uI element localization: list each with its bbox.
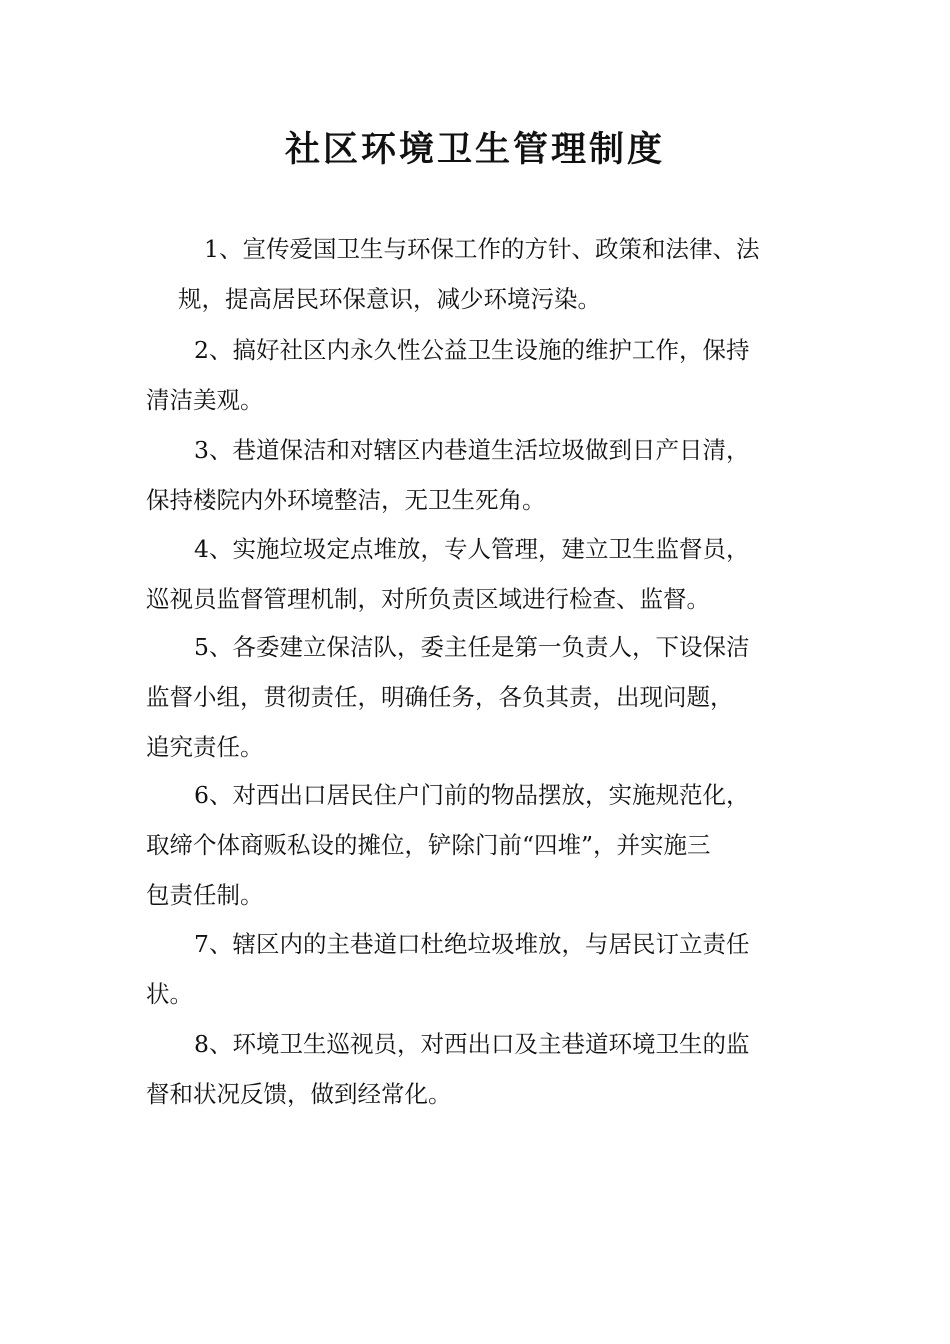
rule-item-7 xyxy=(146,919,816,1019)
rule-item-6 xyxy=(146,770,816,920)
rule-item-1 xyxy=(146,224,816,324)
rule-line: 6、对西出口居民住户门前的物品摆放，实施规范化， xyxy=(194,781,750,809)
rule-line: 2、搞好社区内永久性公益卫生设施的维护工作，保持 xyxy=(194,336,750,364)
rule-line: 5、各委建立保洁队，委主任是第一负责人，下设保洁 xyxy=(194,633,750,661)
rule-line: 督和状况反馈，做到经常化。 xyxy=(146,1080,452,1108)
rule-line: 7、辖区内的主巷道口杜绝垃圾堆放，与居民订立责任 xyxy=(194,930,750,958)
rule-line: 3、巷道保洁和对辖区内巷道生活垃圾做到日产日清， xyxy=(194,436,750,464)
page-title: 社区环境卫生管理制度 xyxy=(284,130,665,170)
rule-item-5 xyxy=(146,622,816,772)
rule-line: 监督小组，贯彻责任，明确任务，各负其责，出现问题， xyxy=(146,683,734,711)
rule-item-4 xyxy=(146,524,816,624)
rule-line: 包责任制。 xyxy=(146,881,264,909)
rule-line: 清洁美观。 xyxy=(146,386,264,414)
rule-item-2 xyxy=(146,325,816,425)
rule-line: 取缔个体商贩私设的摊位，铲除门前“四堆”，并实施三 xyxy=(146,831,711,859)
rule-line: 规，提高居民环保意识，减少环境污染。 xyxy=(178,285,601,313)
rule-line: 追究责任。 xyxy=(146,733,264,761)
rule-item-8 xyxy=(146,1019,816,1119)
rule-line: 8、环境卫生巡视员，对西出口及主巷道环境卫生的监 xyxy=(194,1030,750,1058)
rule-line: 保持楼院内外环境整洁，无卫生死角。 xyxy=(146,486,546,514)
rule-line: 巡视员监督管理机制，对所负责区域进行检查、监督。 xyxy=(146,585,710,613)
rule-line: 状。 xyxy=(146,980,193,1008)
rule-line: 1、宣传爱国卫生与环保工作的方针、政策和法律、法 xyxy=(204,235,760,263)
rule-item-3 xyxy=(146,425,816,525)
rule-line: 4、实施垃圾定点堆放，专人管理，建立卫生监督员， xyxy=(194,535,750,563)
